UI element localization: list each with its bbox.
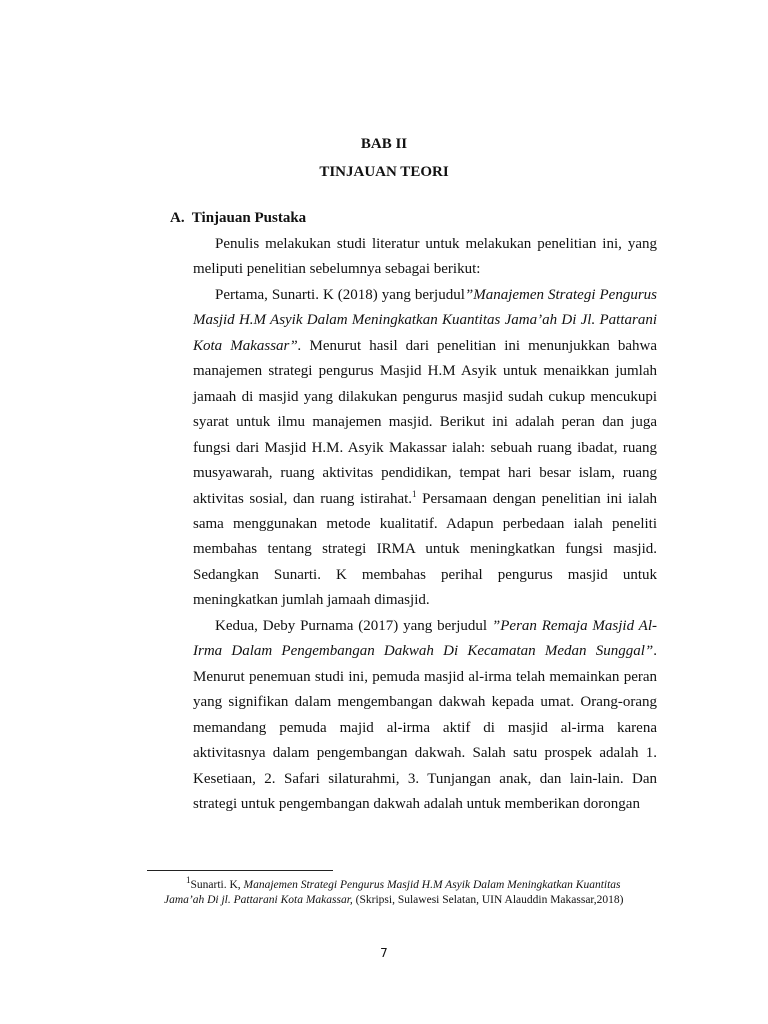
footnote-line bbox=[164, 875, 659, 907]
first-study-comparison: Persamaan dengan penelitian ini ialah sama menggunakan metode kualitatif. Adapun perbedaan ialah peneliti membahas tentang strategi IRMA untuk meningkatkan fungsi masjid. Sedangkan Sunarti. K membahas perihal pengurus masjid untuk meningkatkan jumlah jamaah dimasjid. bbox=[193, 490, 657, 609]
footnote-publisher: (Skripsi, Sulawesi Selatan, UIN Alauddin Makassar,2018) bbox=[352, 893, 624, 906]
footnote-reference[interactable]: 1 bbox=[412, 488, 417, 499]
body-text bbox=[193, 232, 657, 817]
footnote-author: Sunarti. K, bbox=[190, 879, 244, 891]
paragraph-intro-text: Penulis melakukan studi literatur untuk melakukan penelitian ini, yang meliputi penelitian sebelumnya sebagai berikut: bbox=[193, 236, 657, 278]
first-study-title: ”Manajemen Strategi Pengurus Masjid H.M Asyik Dalam Meningkatkan Kuantitas Jama’ah Di Jl. Pattarani Kota Makassar”. bbox=[193, 286, 657, 354]
paragraph-first-study bbox=[193, 283, 657, 614]
footnote bbox=[164, 875, 659, 907]
section-heading: A. Tinjauan Pustaka bbox=[170, 210, 307, 226]
chapter-title: TINJAUAN TEORI bbox=[319, 164, 449, 180]
second-study-title: ”Peran Remaja Masjid Al-Irma Dalam Pengembangan Dakwah Di Kecamatan Medan Sunggal” bbox=[193, 617, 657, 660]
paragraph-intro bbox=[193, 232, 657, 283]
second-study-lead: Kedua, Deby Purnama (2017) yang berjudul bbox=[215, 617, 492, 634]
footnote-marker: 1 bbox=[186, 875, 191, 886]
page-number: 7 bbox=[380, 946, 388, 960]
paragraph-second-study bbox=[193, 614, 657, 818]
footnote-title: Manajemen Strategi Pengurus Masjid H.M Asyik Dalam Meningkatkan Kuantitas Jama’ah Di jl. Pattarani Kota Makassar, bbox=[164, 879, 621, 906]
first-study-lead: Pertama, Sunarti. K (2018) yang berjudul bbox=[215, 286, 465, 303]
second-study-summary: . Menurut penemuan studi ini, pemuda masjid al-irma telah memainkan peran yang signifikan dalam mengembangan dakwah kepada umat. Orang-orang memandang pemuda majid al-irma aktif di masjid al-irma karena aktivitasnya dalam pengembangan dakwah. Salah satu prospek adalah 1. Kesetiaan, 2. Safari silaturahmi, 3. Tunjangan anak, dan lain-lain. Dan strategi untuk pengembangan dakwah adalah untuk memberikan dorongan bbox=[193, 643, 657, 812]
footnote-divider bbox=[147, 870, 333, 871]
chapter-number: BAB II bbox=[360, 136, 408, 152]
first-study-summary: Menurut hasil dari penelitian ini menunjukkan bahwa manajemen strategi pengurus Masjid H.M Asyik untuk menaikkan jumlah jamaah di masjid yang dilakukan pengurus masjid sudah cukup mencukupi syarat untuk ilmu manajemen masjid. Berikut ini adalah peran dan juga fungsi dari Masjid H.M. Asyik Makassar ialah: sebuah ruang ibadat, ruang musyawarah, ruang aktivitas pendidikan, tempat hari besar islam, ruang aktivitas sosial, dan ruang istirahat. bbox=[193, 337, 657, 507]
